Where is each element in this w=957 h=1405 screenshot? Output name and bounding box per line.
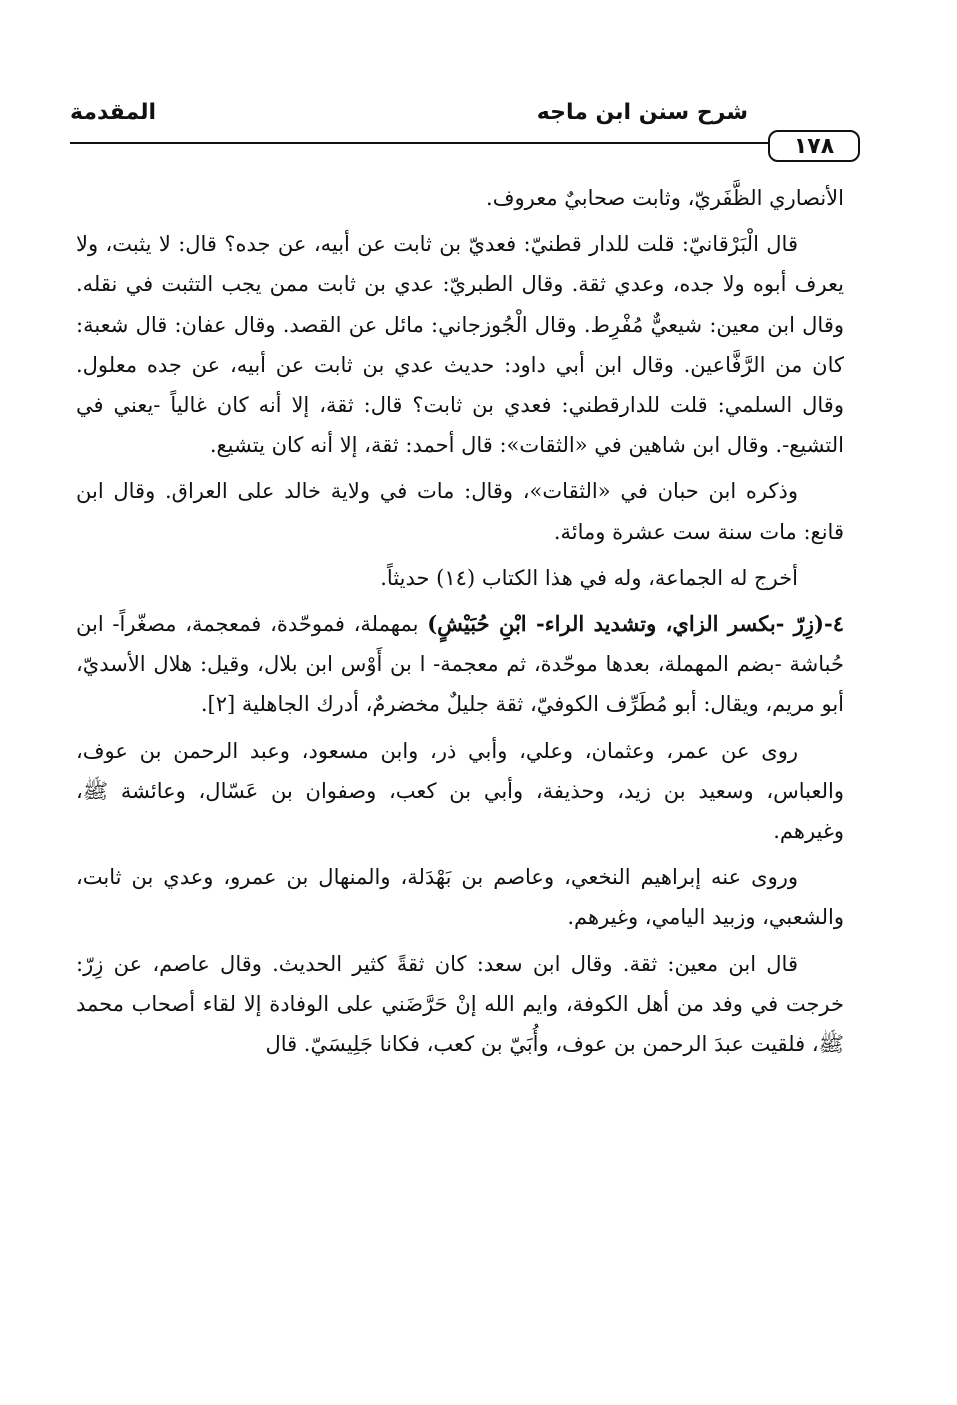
body-text [76, 178, 844, 1070]
page-header [70, 92, 860, 162]
paragraph: وذكره ابن حبان في «الثقات»، وقال: مات في ولاية خالد على العراق. وقال ابن قانع: مات سنة ست عشرة ومائة. [76, 479, 844, 544]
header-rule [70, 142, 768, 144]
paragraph: وروى عنه إبراهيم النخعي، وعاصم بن بَهْدَلة، والمنهال بن عمرو، وعدي بن ثابت، والشعبي، وزبيد اليامي، وغيرهم. [76, 865, 844, 930]
entry-paragraph [76, 604, 844, 725]
running-title: شرح سنن ابن ماجه [536, 100, 748, 125]
entry-heading: ٤-(زِرّ -بكسر الزاي، وتشديد الراء- ابْنِ حُبَيْشٍ) [427, 611, 844, 637]
page-number: ١٧٨ [768, 130, 860, 162]
section-title: المقدمة [70, 100, 157, 125]
paragraph: قال الْبَرْقانيّ: قلت للدار قطنيّ: فعديّ بن ثابت عن أبيه، عن جده؟ قال: لا يثبت، ولا يعرف أبوه ولا جده، وعدي ثقة. وقال الطبريّ: عدي بن ثابت ممن يجب التثبت في نقله. وقال ابن معين: شيعيٌّ مُفْرِط. وقال الْجُوزجاني: مائل عن القصد. وقال عفان: قال شعبة: كان من الرَّفَّاعين. وقال ابن أبي داود: حديث عدي بن ثابت عن أبيه، عن جده معلول. وقال السلمي: قلت للدارقطني: فعدي بن ثابت؟ قال: ثقة، إلا أنه كان غالياً -يعني في التشيع-. وقال ابن شاهين في «الثقات»: قال أحمد: ثقة، إلا أنه كان يتشيع. [76, 232, 845, 458]
paragraph: روى عن عمر، وعثمان، وعلي، وأبي ذر، وابن مسعود، وعبد الرحمن بن عوف، والعباس، وسعيد بن زيد، وحذيفة، وأبي بن كعب، وصفوان بن عَسّال، وعائشة ﷺ، وغيرهم. [76, 738, 844, 844]
paragraph: أخرج له الجماعة، وله في هذا الكتاب (١٤) حديثاً. [380, 565, 798, 590]
paragraph: الأنصاري الظَّفَريّ، وثابت صحابيٌ معروف. [486, 186, 844, 210]
entry-text: بمهملة، فموحّدة، فمعجمة، مصغّراً- ابن حُباشة -بضم المهملة، بعدها موحّدة، ثم معجمة- ا بن أَوْس ابن بلال، وقيل: هلال الأسديّ، أبو مريم، ويقال: أبو مُطَرِّف الكوفيّ، ثقة جليلٌ مخضرمٌ، أدرك الجاهلية [٢]. [76, 612, 844, 717]
paragraph: قال ابن معين: ثقة. وقال ابن سعد: كان ثقةً كثير الحديث. وقال عاصم، عن زِرّ: خرجت في وفد من أهل الكوفة، وايم الله إنْ حَرَّضَني على الوفادة إلا لقاء أصحاب محمد ﷺ، فلقيت عبدَ الرحمن بن عوف، وأُبَيّ بن كعب، فكانا جَلِيسَيّ. قال [76, 951, 844, 1057]
